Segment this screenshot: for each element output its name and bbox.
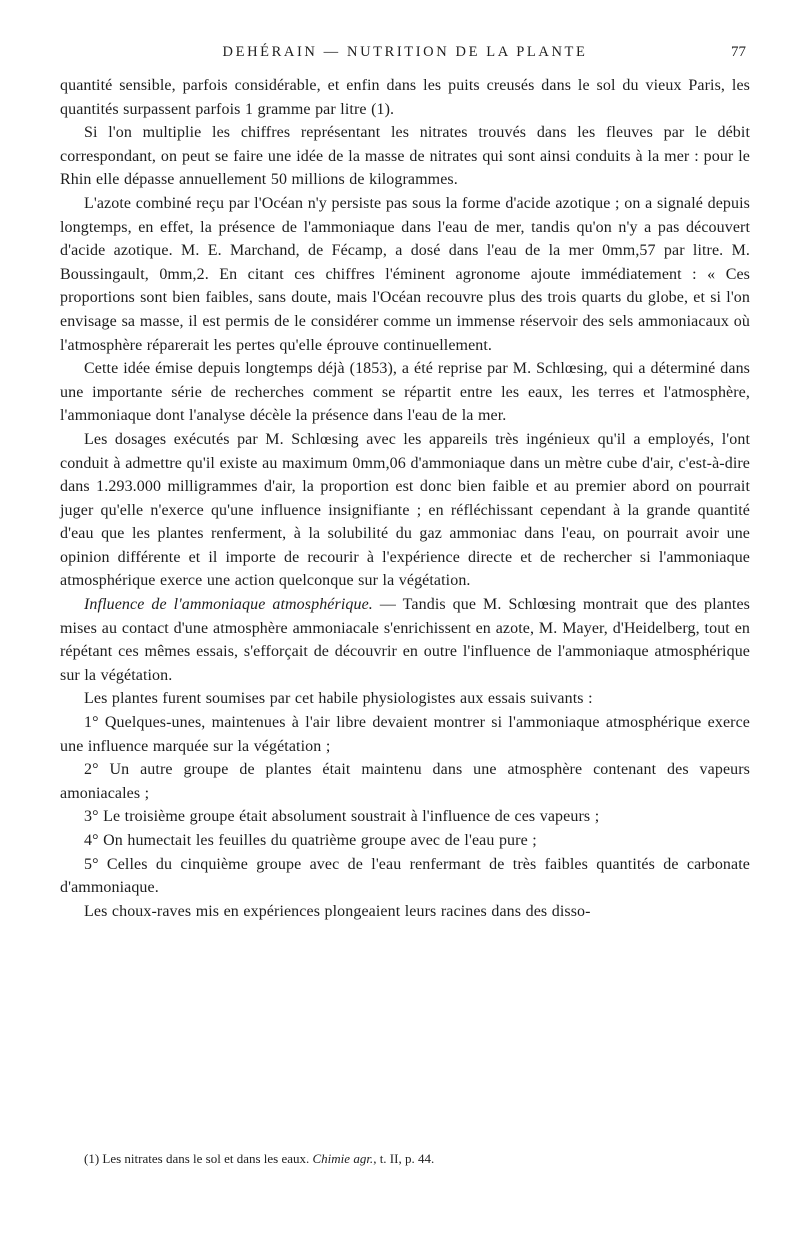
paragraph-3: L'azote combiné reçu par l'Océan n'y persiste pas sous la forme d'acide azotique ; on a signalé depuis longtemps, en effet, la présence de l'ammoniaque dans l'eau de mer, tandis qu'on n'y a pas découvert d'acide azotique. M. E. Marchand, de Fécamp, a dosé dans l'eau de la mer 0mm,57 par litre. M. Boussingault, 0mm,2. En citant ces chiffres l'éminent agronome ajoute immédiatement : « Ces proportions sont bien faibles, sans doute, mais l'Océan recouvre plus des trois quarts du globe, et si l'on envisage sa masse, il est permis de le considérer comme un immense réservoir des sels ammoniacaux où l'atmosphère réparerait les pertes qu'elle éprouve continuellement.	[60, 194, 750, 354]
footnote-tail: , t. II, p. 44.	[373, 1151, 435, 1166]
running-header	[60, 44, 750, 66]
list-item-1: 1° Quelques-unes, maintenues à l'air libre devaient montrer si l'ammoniaque atmosphérique exerce une influence marquée sur la végétation ;	[60, 714, 750, 755]
section-paragraph	[60, 593, 750, 687]
list-item-5: 5° Celles du cinquième groupe avec de l'eau renfermant de très faibles quantités de carbonate d'ammoniaque.	[60, 855, 750, 897]
paragraph-5: Les dosages exécutés par M. Schlœsing avec les appareils très ingénieux qu'il a employés, l'ont conduit à admettre qu'il existe au maximum 0mm,06 d'ammoniaque dans un mètre cube d'air, c'est-à-dire dans 1.293.000 milligrammes d'air, la proportion est donc bien faible et au premier abord on pourrait juger qu'elle n'exerce qu'une influence insignifiante ; en réfléchissant cependant à la grande quantité d'eau que les plantes renferment, à la solubilité du gaz ammoniac dans l'eau, on pourrait avoir une opinion différente et il importe de recourir à l'expérience directe et de rechercher si l'ammoniaque atmosphérique exerce une action quelconque sur la végétation.	[60, 430, 750, 590]
list-intro: Les plantes furent soumises par cet habile physiologistes aux essais suivants :	[84, 690, 593, 708]
list-item-3: 3° Le troisième groupe était absolument soustrait à l'influence de ces vapeurs ;	[84, 808, 600, 826]
paragraph-2: Si l'on multiplie les chiffres représentant les nitrates trouvés dans les fleuves par le débit correspondant, on peut se faire une idée de la masse de nitrates qui sont ainsi conduits à la mer : pour le Rhin elle dépasse annuellement 50 millions de kilogrammes.	[60, 124, 750, 189]
paragraph-4: Cette idée émise depuis longtemps déjà (1853), a été reprise par M. Schlœsing, qui a déterminé dans une importante série de recherches comment se répartit entre les eaux, les terres et l'atmosphère, l'ammoniaque dont l'analyse décèle la présence dans l'eau de la mer.	[60, 360, 750, 425]
paragraph-1: quantité sensible, parfois considérable, et enfin dans les puits creusés dans le sol du vieux Paris, les quantités surpassent parfois 1 gramme par litre (1).	[60, 77, 750, 118]
list-item-4: 4° On humectait les feuilles du quatrième groupe avec de l'eau pure ;	[84, 832, 537, 849]
body-text	[60, 74, 750, 923]
last-paragraph: Les choux-raves mis en expériences plongeaient leurs racines dans des disso-	[84, 902, 591, 920]
footnote-text: (1) Les nitrates dans le sol et dans les eaux.	[84, 1151, 313, 1166]
footnote-italic: Chimie agr.	[312, 1151, 374, 1166]
page-number: 77	[731, 44, 746, 60]
section-text: — Tandis que M. Schlœsing montrait que des plantes mises au contact d'une atmosphère ammoniacale s'enrichissent en azote, M. Mayer, d'Heidelberg, tout en répétant ces mêmes essais, s'efforçait de découvrir en outre l'influence de l'ammoniaque atmosphérique sur la végétation.	[60, 596, 750, 684]
list-item-2: 2° Un autre groupe de plantes était maintenu dans une atmosphère contenant des vapeurs amoniacales ;	[60, 761, 750, 802]
footnote	[84, 1150, 744, 1168]
running-title: DEHÉRAIN — NUTRITION DE LA PLANTE	[222, 44, 588, 60]
section-title: Influence de l'ammoniaque atmosphérique.	[84, 596, 373, 614]
